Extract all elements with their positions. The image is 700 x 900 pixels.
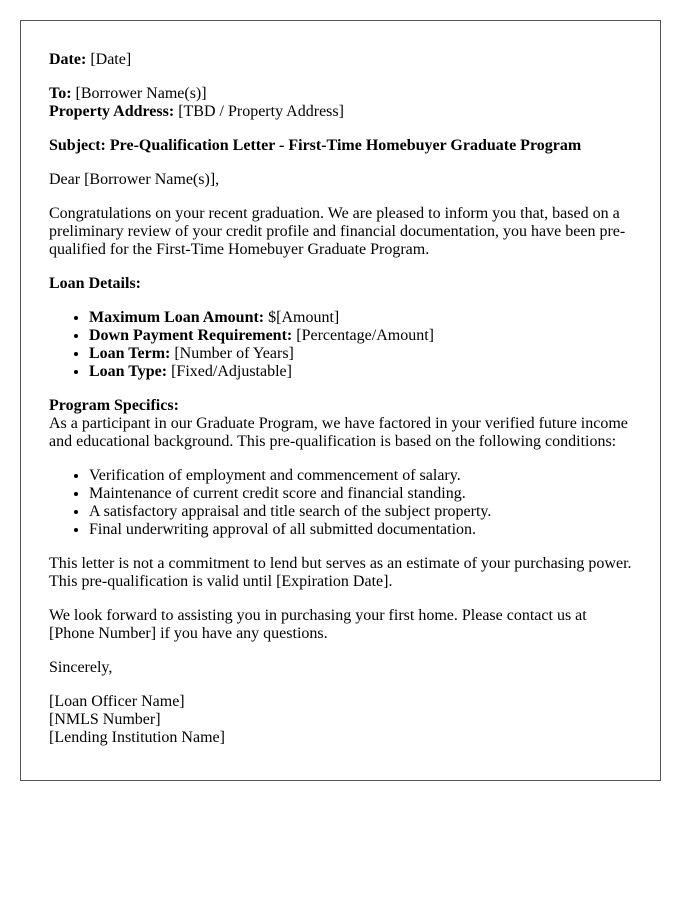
loan-detail-label: Loan Term: (89, 345, 171, 362)
list-item (89, 345, 632, 363)
signoff: Sincerely, (49, 659, 113, 676)
date-value: [Date] (90, 51, 132, 68)
subject-text: Subject: Pre-Qualification Letter - First-Time Homebuyer Graduate Program (49, 137, 582, 154)
to-label: To: (49, 85, 72, 102)
loan-detail-value: [Fixed/Adjustable] (171, 363, 292, 380)
subject-line (49, 137, 632, 155)
date-line (49, 51, 632, 69)
closing-paragraph: We look forward to assisting you in purchasing your first home. Please contact us at [Phone Number] if you have any questions. (49, 607, 587, 642)
to-line (49, 85, 632, 103)
program-text: As a participant in our Graduate Program, we have factored in your verified future income and educational background. This pre-qualification is based on the following conditions: (49, 415, 628, 450)
list-item (89, 327, 632, 345)
property-value: [TBD / Property Address] (178, 103, 344, 120)
intro-paragraph: Congratulations on your recent graduation. We are pleased to inform you that, based on a preliminary review of your credit profile and financial documentation, you have been pre-qualified for the First-Time Homebuyer Graduate Program. (49, 205, 626, 258)
to-value: [Borrower Name(s)] (75, 85, 207, 102)
loan-details-heading (49, 275, 632, 293)
recipient-block (49, 85, 632, 121)
letter (20, 20, 661, 781)
lending-institution: [Lending Institution Name] (49, 729, 225, 746)
property-label: Property Address: (49, 103, 175, 120)
conditions-list (49, 467, 632, 539)
list-item: • Maintenance of current credit score and financial standing. (89, 485, 632, 503)
list-item: • Final underwriting approval of all submitted documentation. (89, 521, 632, 539)
list-item: • Verification of employment and commencement of salary. (89, 467, 632, 485)
list-item (89, 363, 632, 381)
program-heading: Program Specifics: (49, 397, 179, 414)
list-item (89, 309, 632, 327)
property-line (49, 103, 632, 121)
date-label: Date: (49, 51, 87, 68)
salutation: Dear [Borrower Name(s)], (49, 171, 220, 188)
signature-block (49, 693, 632, 747)
loan-detail-label: Loan Type: (89, 363, 168, 380)
list-item: • A satisfactory appraisal and title search of the subject property. (89, 503, 632, 521)
loan-officer-name: [Loan Officer Name] (49, 693, 185, 710)
disclaimer-paragraph: This letter is not a commitment to lend but serves as an estimate of your purchasing power. This pre-qualification is valid until [Expiration Date]. (49, 555, 632, 590)
loan-detail-label: Maximum Loan Amount: (89, 309, 265, 326)
loan-details-heading-text: Loan Details: (49, 275, 141, 292)
program-specifics (49, 397, 632, 451)
loan-detail-value: $[Amount] (268, 309, 340, 326)
nmls-number: [NMLS Number] (49, 711, 161, 728)
loan-details-list (49, 309, 632, 381)
loan-detail-label: Down Payment Requirement: (89, 327, 293, 344)
loan-detail-value: [Number of Years] (174, 345, 294, 362)
loan-detail-value: [Percentage/Amount] (296, 327, 434, 344)
